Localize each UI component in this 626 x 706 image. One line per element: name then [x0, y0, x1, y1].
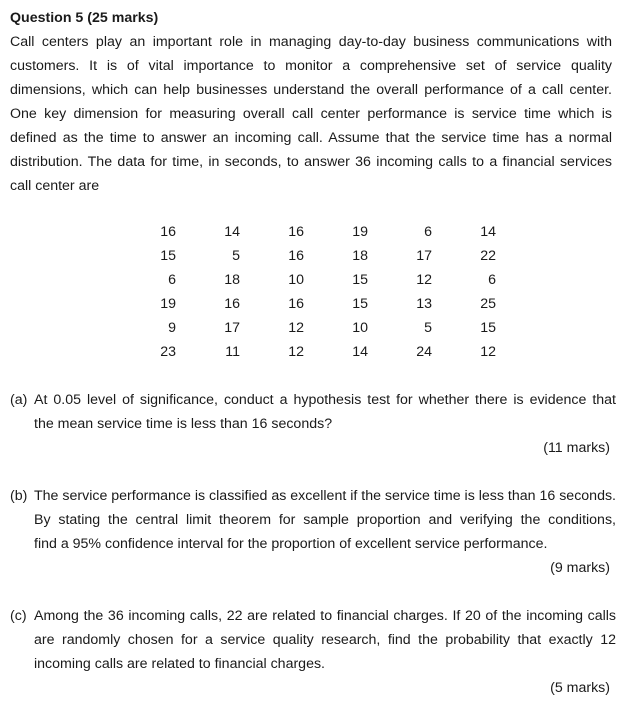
part-a-marks: (11 marks)	[543, 440, 610, 456]
intro-line: call center are	[10, 178, 100, 194]
table-cell: 18	[352, 248, 368, 264]
table-cell: 5	[232, 248, 240, 264]
service-time-data-table	[0, 220, 626, 364]
table-cell: 10	[352, 320, 368, 336]
intro-line: defined as the time to answer an incoming call. Assume that the service time has a normal	[10, 130, 612, 146]
table-cell: 5	[424, 320, 432, 336]
part-a	[10, 388, 616, 436]
table-cell: 10	[288, 272, 304, 288]
part-c-line: incoming calls are related to financial charges.	[34, 656, 325, 672]
part-b	[10, 484, 616, 556]
part-c-marks: (5 marks)	[550, 680, 610, 696]
table-cell: 16	[224, 296, 240, 312]
table-row	[0, 316, 626, 340]
table-cell: 16	[288, 296, 304, 312]
part-b-label: (b)	[10, 488, 28, 504]
part-c	[10, 604, 616, 676]
table-cell: 15	[352, 272, 368, 288]
intro-line: distribution. The data for time, in seconds, to answer 36 incoming calls to a financial services	[10, 154, 612, 170]
table-cell: 14	[224, 224, 240, 240]
part-b-marks: (9 marks)	[550, 560, 610, 576]
table-cell: 14	[352, 344, 368, 360]
table-cell: 15	[480, 320, 496, 336]
table-cell: 14	[480, 224, 496, 240]
table-cell: 22	[480, 248, 496, 264]
table-cell: 23	[160, 344, 176, 360]
part-b-line: By stating the central limit theorem for sample proportion and verifying the conditions,	[34, 512, 616, 528]
table-cell: 16	[160, 224, 176, 240]
table-cell: 19	[160, 296, 176, 312]
table-cell: 17	[224, 320, 240, 336]
part-b-line: The service performance is classified as excellent if the service time is less than 16 seconds.	[34, 488, 616, 504]
intro-line: Call centers play an important role in managing day-to-day business communications with	[10, 34, 612, 50]
part-c-line: are randomly chosen for a service quality research, find the probability that exactly 12	[34, 632, 616, 648]
table-cell: 12	[288, 320, 304, 336]
table-cell: 13	[416, 296, 432, 312]
table-cell: 6	[488, 272, 496, 288]
table-cell: 15	[160, 248, 176, 264]
table-cell: 15	[352, 296, 368, 312]
part-c-label: (c)	[10, 608, 27, 624]
intro-line: customers. It is of vital importance to monitor a comprehensive set of service quality	[10, 58, 612, 74]
table-cell: 6	[168, 272, 176, 288]
part-a-label: (a)	[10, 392, 28, 408]
intro-line: One key dimension for measuring overall call center performance is service time which is	[10, 106, 612, 122]
question-intro	[10, 30, 612, 198]
part-a-line: the mean service time is less than 16 seconds?	[34, 416, 333, 432]
table-cell: 11	[225, 344, 240, 360]
table-row	[0, 268, 626, 292]
table-row	[0, 340, 626, 364]
table-row	[0, 292, 626, 316]
table-cell: 12	[416, 272, 432, 288]
part-c-line: Among the 36 incoming calls, 22 are related to financial charges. If 20 of the incoming calls	[34, 608, 616, 624]
table-row	[0, 244, 626, 268]
table-cell: 9	[168, 320, 176, 336]
table-cell: 16	[288, 248, 304, 264]
table-cell: 16	[288, 224, 304, 240]
table-cell: 25	[480, 296, 496, 312]
table-cell: 17	[416, 248, 432, 264]
table-cell: 6	[424, 224, 432, 240]
table-cell: 19	[352, 224, 368, 240]
table-cell: 24	[416, 344, 432, 360]
intro-line: dimensions, which can help businesses understand the overall performance of a call center.	[10, 82, 612, 98]
part-b-line: find a 95% confidence interval for the proportion of excellent service performance.	[34, 536, 548, 552]
table-cell: 12	[480, 344, 496, 360]
table-row	[0, 220, 626, 244]
part-a-line: At 0.05 level of significance, conduct a hypothesis test for whether there is evidence that	[34, 392, 616, 408]
table-cell: 18	[224, 272, 240, 288]
table-cell: 12	[288, 344, 304, 360]
question-title: Question 5 (25 marks)	[10, 10, 159, 26]
